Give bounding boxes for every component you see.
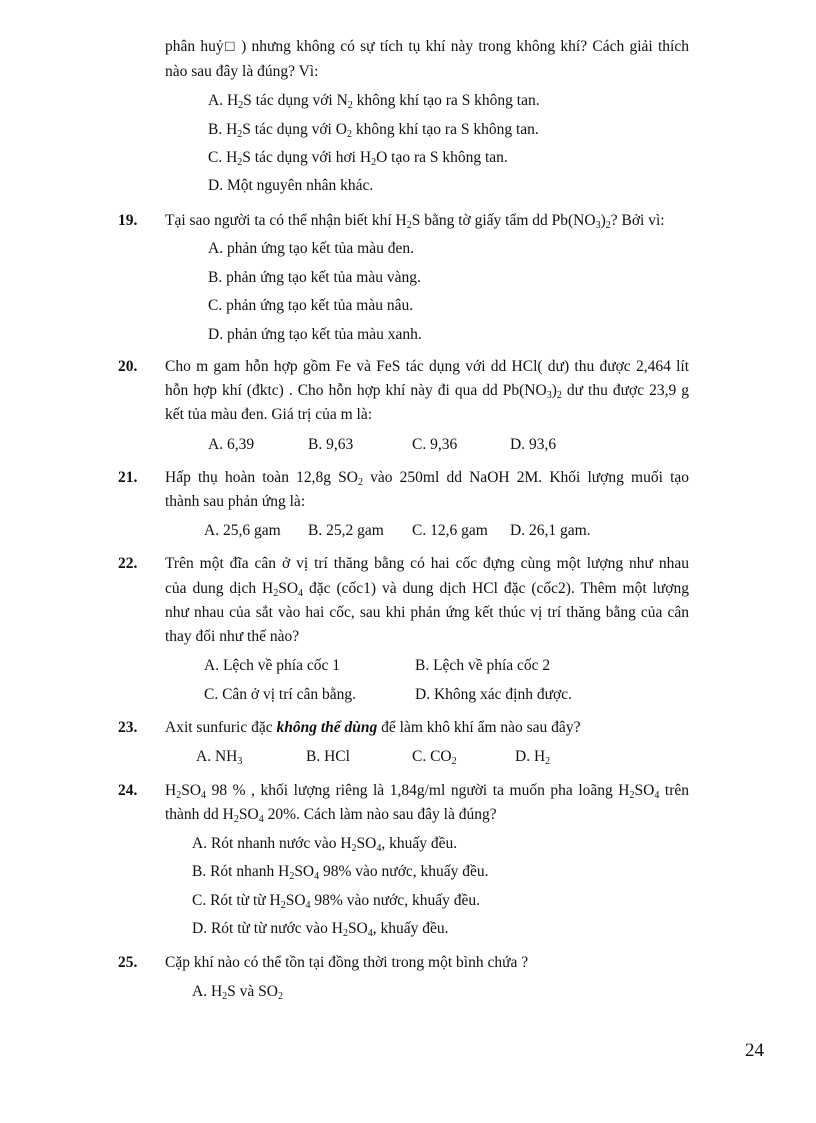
q20-number: 20. bbox=[118, 358, 138, 375]
q18-option-a: A. $H_2S$ tác dụng với $N_2$ không khí tạo ra S không tan. bbox=[208, 92, 540, 111]
q24-number: 24. bbox=[118, 782, 138, 799]
q20-text-line3: kết tủa màu đen. Giá trị của m là: bbox=[165, 406, 373, 423]
q24-option-a: A. Rót nhanh nước vào $H_2SO_4$, khuấy đều. bbox=[192, 835, 458, 854]
q20-text-line2: hỗn hợp khí (đktc) . Cho hỗn hợp khí này đi qua dd $Pb(NO_3)_2$ dư thu được 23,9 g bbox=[165, 382, 690, 401]
q23-number: 23. bbox=[118, 719, 138, 736]
q18-option-b: B. $H_2S$ tác dụng với $O_2$ không khí tạo ra S không tan. bbox=[208, 121, 539, 140]
q19-option-d: D. phản ứng tạo kết tủa màu xanh. bbox=[208, 326, 422, 343]
q21-text-line2: thành sau phản ứng là: bbox=[165, 493, 306, 510]
q22-text-line2: của dung dịch $H_2SO_4$ đặc (cốc1) và dung dịch HCl đặc (cốc2). Thêm một lượng bbox=[165, 580, 689, 599]
q22-text-line4: thay đổi như thế nào? bbox=[165, 628, 300, 645]
q22-option-d: D. Không xác định được. bbox=[415, 686, 572, 703]
q23-option-d: D. $H_2$ bbox=[515, 748, 551, 767]
q19-option-a: A. phản ứng tạo kết tủa màu đen. bbox=[208, 240, 414, 257]
q22-option-b: B. Lệch về phía cốc 2 bbox=[415, 657, 551, 674]
q24-option-b: B. Rót nhanh $H_2SO_4$ 98% vào nước, khuấy đều. bbox=[192, 863, 489, 882]
q22-text-line3: như nhau của sắt vào hai cốc, sau khi phản ứng kết thúc vị trí thăng bằng của cân bbox=[165, 604, 689, 621]
q23-option-b: B. HCl bbox=[306, 748, 350, 765]
q22-option-a: A. Lệch về phía cốc 1 bbox=[204, 657, 340, 674]
q21-number: 21. bbox=[118, 469, 138, 486]
q20-text-line1: Cho m gam hỗn hợp gồm Fe và FeS tác dụng với dd HCl( dư) thu được 2,464 lít bbox=[165, 358, 689, 375]
q24-option-c: C. Rót từ từ $H_2SO_4$ 98% vào nước, khuấy đều. bbox=[192, 892, 480, 911]
q23-text: Axit sunfuric đặc không thể dùng để làm khô khí ẩm nào sau đây? bbox=[165, 719, 581, 736]
q20-option-c: C. 9,36 bbox=[412, 436, 458, 453]
q24-text-line1: $H_2SO_4$ 98 % , khối lượng riêng là 1,84g/ml người ta muốn pha loãng $H_2SO_4$ trên bbox=[165, 782, 689, 801]
q18-text-line1: phân huỷ□ ) nhưng không có sự tích tụ khí này trong không khí? Cách giải thích bbox=[165, 38, 689, 55]
q21-option-a: A. 25,6 gam bbox=[204, 522, 281, 539]
q24-text-line2: thành dd $H_2SO_4$ 20%. Cách làm nào sau đây là đúng? bbox=[165, 806, 497, 825]
q22-option-c: C. Cân ở vị trí cân bằng. bbox=[204, 686, 356, 703]
q20-option-b: B. 9,63 bbox=[308, 436, 354, 453]
q18-option-c: C. $H_2S$ tác dụng với hơi $H_2O$ tạo ra S không tan. bbox=[208, 149, 508, 168]
q19-text: Tại sao người ta có thể nhận biết khí $H_2S$ bằng tờ giấy tẩm dd $Pb(NO_3)_2$? Bởi vì: bbox=[165, 212, 665, 231]
q19-option-b: B. phản ứng tạo kết tủa màu vàng. bbox=[208, 269, 421, 286]
q20-option-a: A. 6,39 bbox=[208, 436, 255, 453]
q25-number: 25. bbox=[118, 954, 138, 971]
q23-option-c: C. $CO_2$ bbox=[412, 748, 457, 767]
q19-number: 19. bbox=[118, 212, 138, 229]
q24-option-d: D. Rót từ từ nước vào $H_2SO_4$, khuấy đều. bbox=[192, 920, 449, 939]
q21-option-d: D. 26,1 gam. bbox=[510, 522, 591, 539]
page-number: 24 bbox=[745, 1040, 764, 1061]
q22-number: 22. bbox=[118, 555, 138, 572]
q22-text-line1: Trên một đĩa cân ở vị trí thăng bằng có hai cốc đựng cùng một lượng như nhau bbox=[165, 555, 689, 572]
q18-text-line2: nào sau đây là đúng? Vì: bbox=[165, 63, 319, 80]
q20-option-d: D. 93,6 bbox=[510, 436, 557, 453]
q25-text: Cặp khí nào có thể tồn tại đồng thời trong một bình chứa ? bbox=[165, 954, 529, 971]
q18-option-d: D. Một nguyên nhân khác. bbox=[208, 177, 374, 194]
q23-option-a: A. $NH_3$ bbox=[196, 748, 243, 767]
q25-option-a: A. $H_2S$ và $SO_2$ bbox=[192, 983, 283, 1002]
q21-option-c: C. 12,6 gam bbox=[412, 522, 488, 539]
q21-option-b: B. 25,2 gam bbox=[308, 522, 384, 539]
q21-text-line1: Hấp thụ hoàn toàn 12,8g $SO_2$ vào 250ml dd NaOH 2M. Khối lượng muối tạo bbox=[165, 469, 690, 488]
q19-option-c: C. phản ứng tạo kết tủa màu nâu. bbox=[208, 297, 414, 314]
